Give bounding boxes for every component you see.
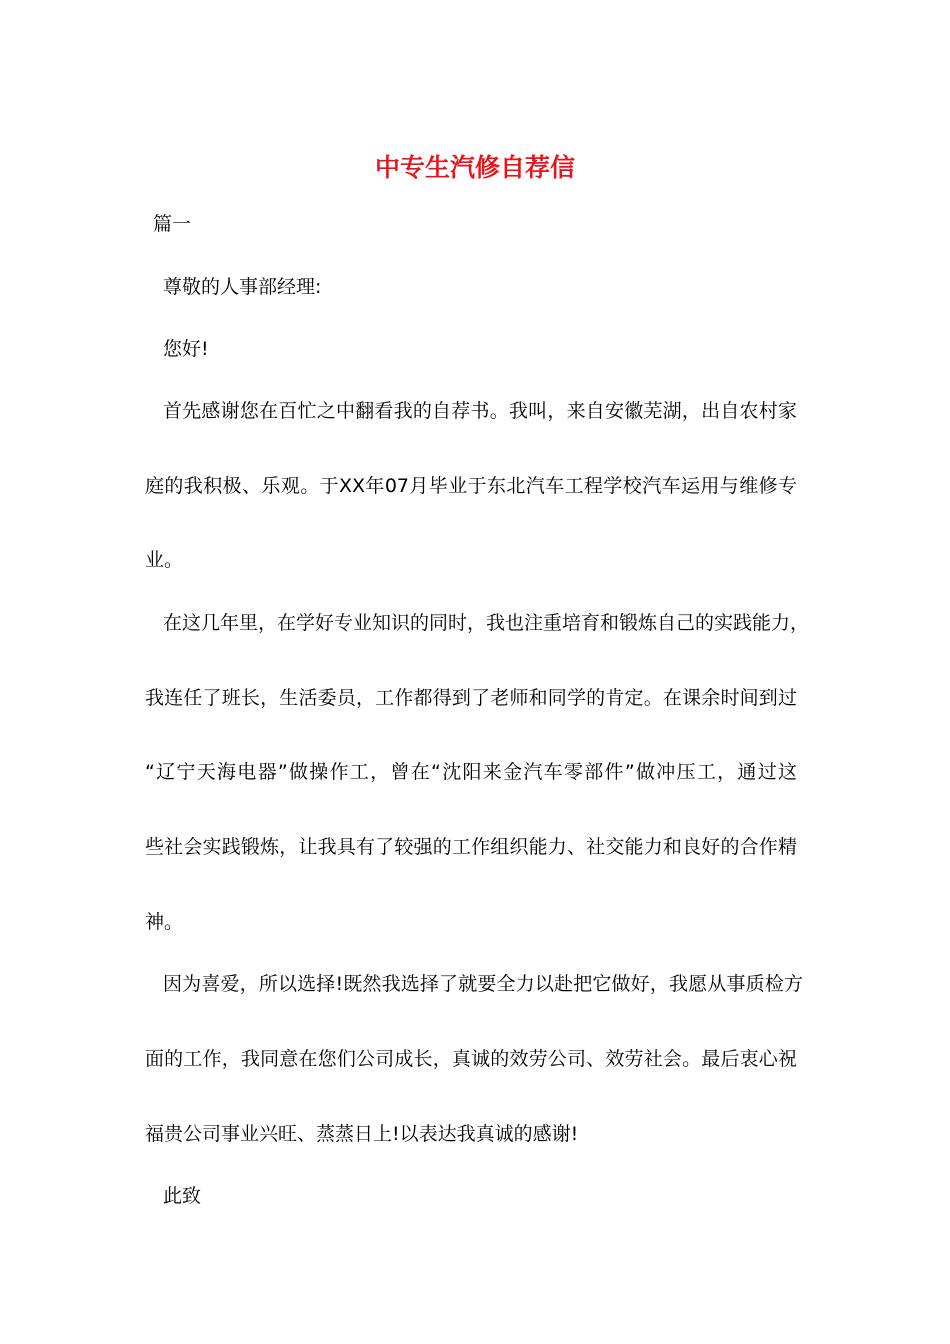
greeting: 尊敬的人事部经理: xyxy=(163,276,322,298)
paragraph-2-line-2: 我连任了班长，生活委员，工作都得到了老师和同学的肯定。在课余时间到过 xyxy=(145,687,797,709)
paragraph-3-line-1: 因为喜爱，所以选择!既然我选择了就要全力以赴把它做好，我愿从事质检方 xyxy=(163,973,803,995)
paragraph-2-line-1: 在这几年里，在学好专业知识的同时，我也注重培育和锻炼自己的实践能力， xyxy=(163,612,810,634)
paragraph-1-line-2: 庭的我积极、乐观。于XX年07月毕业于东北汽车工程学校汽车运用与维修专 xyxy=(145,475,797,497)
salutation: 您好! xyxy=(163,338,209,360)
paragraph-2-line-5: 神。 xyxy=(145,911,184,933)
paragraph-3-line-3: 福贵公司事业兴旺、蒸蒸日上!以表达我真诚的感谢! xyxy=(145,1123,579,1145)
paragraph-1-line-1: 首先感谢您在百忙之中翻看我的自荐书。我叫，来自安徽芜湖，出自农村家 xyxy=(163,400,797,422)
paragraph-3-line-2: 面的工作，我同意在您们公司成长，真诚的效劳公司、效劳社会。最后衷心祝 xyxy=(145,1048,797,1070)
closing: 此致 xyxy=(163,1185,202,1207)
paragraph-1-line-3: 业。 xyxy=(145,549,184,571)
paragraph-2-line-3: “辽宁天海电器”做操作工，曾在“沈阳来金汽车零部件”做冲压工，通过这 xyxy=(145,761,797,783)
section-label: 篇一 xyxy=(153,213,192,235)
document-title: 中专生汽修自荐信 xyxy=(374,153,575,182)
paragraph-2-line-4: 些社会实践锻炼，让我具有了较强的工作组织能力、社交能力和良好的合作精 xyxy=(145,836,797,858)
